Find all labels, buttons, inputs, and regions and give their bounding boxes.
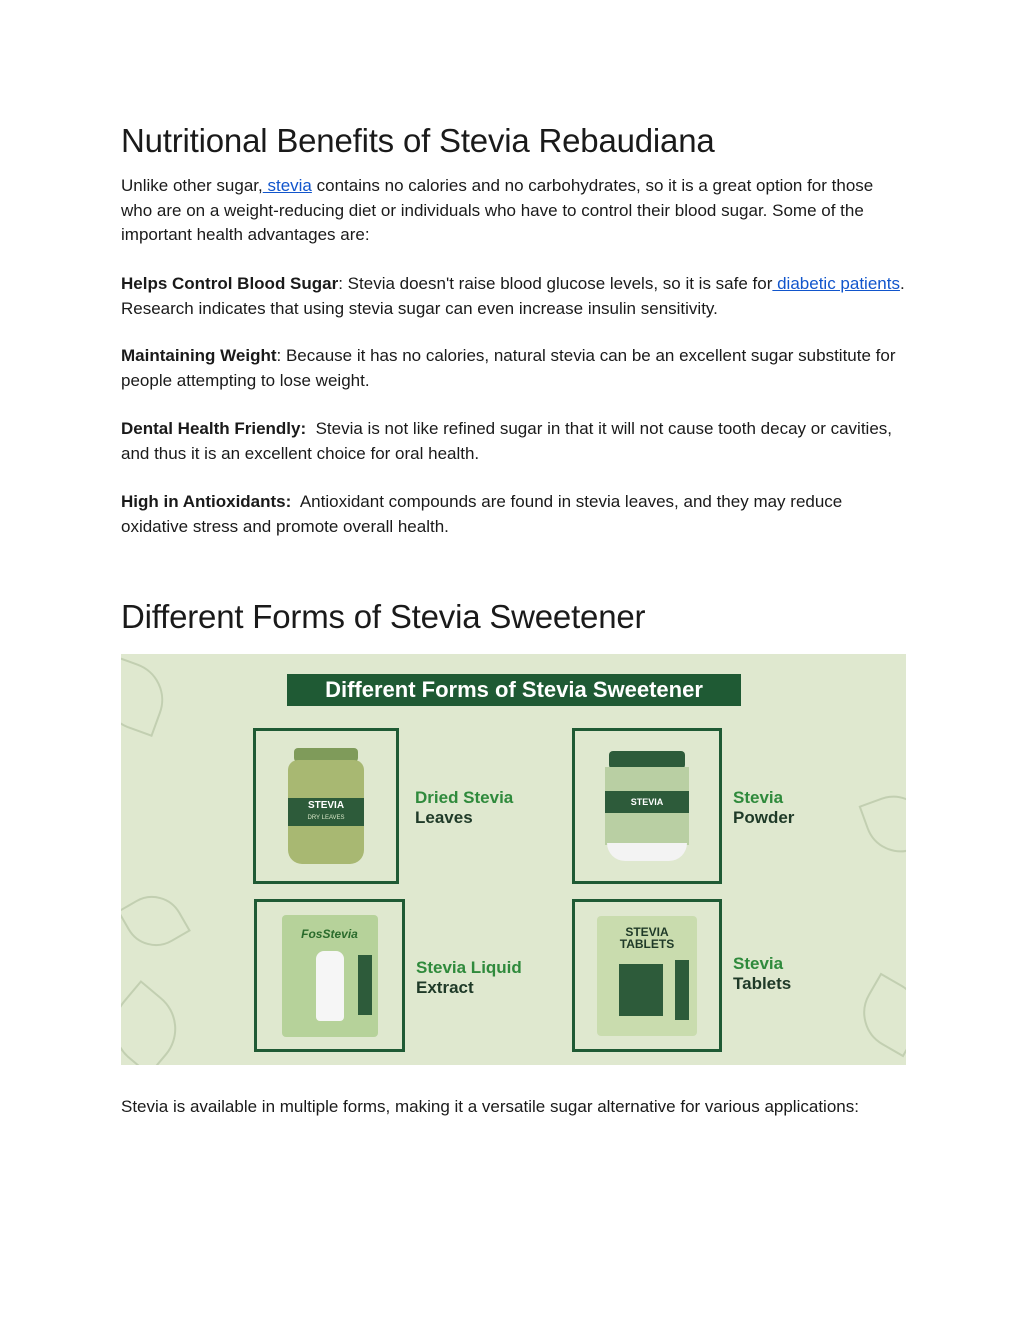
tablets-pack-icon: STEVIA TABLETS xyxy=(597,916,697,1036)
section-heading-nutritional-benefits: Nutritional Benefits of Stevia Rebaudiana xyxy=(121,122,715,159)
section-heading-different-forms: Different Forms of Stevia Sweetener xyxy=(121,598,646,635)
leaf-decoration-icon xyxy=(850,973,906,1058)
tablets-frame xyxy=(572,899,722,1052)
benefit-heading: Maintaining Weight xyxy=(121,346,277,365)
infographic-banner: Different Forms of Stevia Sweetener xyxy=(287,674,741,706)
label-stevia-powder: Stevia Powder xyxy=(733,788,795,827)
label-dried-stevia-leaves: Dried Stevia Leaves xyxy=(415,788,514,827)
benefit-heading: Dental Health Friendly: xyxy=(121,419,307,438)
stevia-forms-infographic xyxy=(121,654,906,1065)
leaf-decoration-icon xyxy=(121,884,191,958)
dried-leaves-jar-icon: STEVIA DRY LEAVES xyxy=(288,748,364,864)
benefit-heading: Helps Control Blood Sugar xyxy=(121,274,339,293)
powder-tub-icon: STEVIA xyxy=(605,751,689,861)
label-stevia-liquid-extract: Stevia Liquid Extract xyxy=(416,958,522,997)
benefit-weight: Maintaining Weight: Because it has no calories, natural stevia can be an excellent sugar substitute for people attempting to lose weight. xyxy=(121,346,896,390)
leaf-decoration-icon xyxy=(121,655,174,737)
forms-intro-paragraph: Stevia is available in multiple forms, making it a versatile sugar alternative for various applications: xyxy=(121,1097,859,1116)
liquid-extract-pack-icon: FosStevia xyxy=(282,915,378,1037)
stevia-link[interactable]: stevia xyxy=(262,176,312,195)
powder-frame xyxy=(572,728,722,884)
intro-paragraph: Unlike other sugar, stevia contains no calories and no carbohydrates, so it is a great option for those who are on a weight-reducing diet or individuals who have to control their blood sugar. Some of the important health advantages are: xyxy=(121,176,874,244)
leaf-decoration-icon xyxy=(121,980,193,1065)
label-stevia-tablets: Stevia Tablets xyxy=(733,954,792,993)
benefit-heading: High in Antioxidants: xyxy=(121,492,292,511)
benefit-dental: Dental Health Friendly: Stevia is not like refined sugar in that it will not cause tooth decay or cavities, and thus it is an excellent choice for oral health. xyxy=(121,419,897,463)
benefit-blood-sugar: Helps Control Blood Sugar: Stevia doesn't raise blood glucose levels, so it is safe for diabetic patients. Research indicates that using stevia sugar can even increase insulin sensitivity. xyxy=(121,274,905,318)
leaf-decoration-icon xyxy=(859,786,906,863)
liquid-extract-frame xyxy=(254,899,405,1052)
benefit-antioxidants: High in Antioxidants: Antioxidant compounds are found in stevia leaves, and they may reduce oxidative stress and promote overall health. xyxy=(121,492,847,536)
diabetic-patients-link[interactable]: diabetic patients xyxy=(772,274,900,293)
dried-leaves-frame xyxy=(253,728,399,884)
